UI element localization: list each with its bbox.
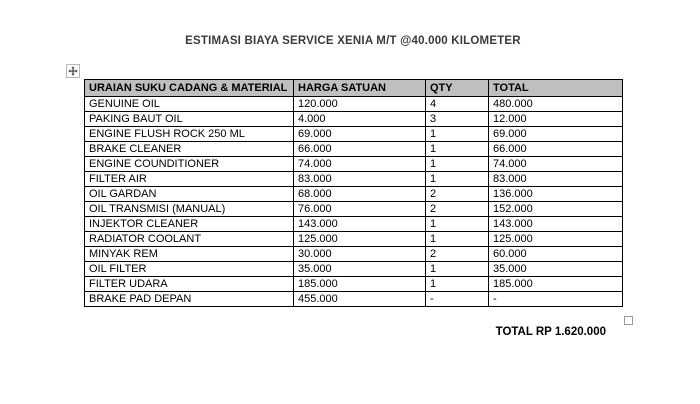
table-cell[interactable]: OIL FILTER xyxy=(85,262,294,277)
table-row xyxy=(85,172,623,187)
table-cell[interactable]: 69.000 xyxy=(294,127,426,142)
table-cell[interactable]: GENUINE OIL xyxy=(85,97,294,112)
table-cell[interactable]: 125.000 xyxy=(294,232,426,247)
table-cell[interactable]: 455.000 xyxy=(294,292,426,307)
column-header[interactable]: TOTAL xyxy=(489,80,623,97)
table-row xyxy=(85,262,623,277)
table-cell[interactable]: 143.000 xyxy=(489,217,623,232)
table-cell[interactable]: PAKING BAUT OIL xyxy=(85,112,294,127)
table-row xyxy=(85,247,623,262)
table-cell[interactable]: - xyxy=(489,292,623,307)
table-cell[interactable]: 1 xyxy=(426,172,489,187)
table-cell[interactable]: 30.000 xyxy=(294,247,426,262)
table-cell[interactable]: 152.000 xyxy=(489,202,623,217)
grand-total-text: TOTAL RP 1.620.000 xyxy=(495,326,606,338)
table-cell[interactable]: 1 xyxy=(426,277,489,292)
table-move-handle[interactable] xyxy=(66,64,80,78)
service-cost-table xyxy=(84,79,623,307)
table-cell[interactable]: 4 xyxy=(426,97,489,112)
column-header[interactable]: QTY xyxy=(426,80,489,97)
table-cell[interactable]: 35.000 xyxy=(489,262,623,277)
table-cell[interactable]: 136.000 xyxy=(489,187,623,202)
table-cell[interactable]: 35.000 xyxy=(294,262,426,277)
column-header[interactable]: URAIAN SUKU CADANG & MATERIAL xyxy=(85,80,294,97)
table-row xyxy=(85,292,623,307)
table-cell[interactable]: 66.000 xyxy=(294,142,426,157)
table-cell[interactable]: 1 xyxy=(426,127,489,142)
table-cell[interactable]: 185.000 xyxy=(294,277,426,292)
table-cell[interactable]: 76.000 xyxy=(294,202,426,217)
table-resize-handle[interactable] xyxy=(624,316,633,325)
page-title: ESTIMASI BIAYA SERVICE XENIA M/T @40.000 KILOMETER xyxy=(185,35,521,47)
table-cell[interactable]: ENGINE COUNDITIONER xyxy=(85,157,294,172)
table-row xyxy=(85,277,623,292)
table-row xyxy=(85,217,623,232)
table-row xyxy=(85,232,623,247)
table-row xyxy=(85,127,623,142)
table-cell[interactable]: 4.000 xyxy=(294,112,426,127)
table-cell[interactable]: MINYAK REM xyxy=(85,247,294,262)
table-header-row xyxy=(85,80,623,97)
table-cell[interactable]: RADIATOR COOLANT xyxy=(85,232,294,247)
table-cell[interactable]: 60.000 xyxy=(489,247,623,262)
table-cell[interactable]: 125.000 xyxy=(489,232,623,247)
column-header[interactable]: HARGA SATUAN xyxy=(294,80,426,97)
table-body xyxy=(85,97,623,307)
table-cell[interactable]: 1 xyxy=(426,217,489,232)
table-cell[interactable]: 12.000 xyxy=(489,112,623,127)
table-cell[interactable]: 66.000 xyxy=(489,142,623,157)
table-move-handle-icon xyxy=(68,66,78,76)
table-cell[interactable]: 185.000 xyxy=(489,277,623,292)
table-cell[interactable]: 1 xyxy=(426,262,489,277)
table-cell[interactable]: 83.000 xyxy=(294,172,426,187)
table-cell[interactable]: 83.000 xyxy=(489,172,623,187)
table-cell[interactable]: FILTER AIR xyxy=(85,172,294,187)
table-cell[interactable]: 1 xyxy=(426,142,489,157)
table-row xyxy=(85,142,623,157)
table-cell[interactable]: ENGINE FLUSH ROCK 250 ML xyxy=(85,127,294,142)
table-cell[interactable]: - xyxy=(426,292,489,307)
table-cell[interactable]: 68.000 xyxy=(294,187,426,202)
table-cell[interactable]: 480.000 xyxy=(489,97,623,112)
table-cell[interactable]: FILTER UDARA xyxy=(85,277,294,292)
table-row xyxy=(85,112,623,127)
table-cell[interactable]: 74.000 xyxy=(489,157,623,172)
table-cell[interactable]: BRAKE PAD DEPAN xyxy=(85,292,294,307)
table-row xyxy=(85,202,623,217)
table-cell[interactable]: OIL GARDAN xyxy=(85,187,294,202)
table-row xyxy=(85,97,623,112)
table-cell[interactable]: BRAKE CLEANER xyxy=(85,142,294,157)
table-cell[interactable]: 1 xyxy=(426,232,489,247)
table-row xyxy=(85,157,623,172)
table-cell[interactable]: INJEKTOR CLEANER xyxy=(85,217,294,232)
table-cell[interactable]: OIL TRANSMISI (MANUAL) xyxy=(85,202,294,217)
table-cell[interactable]: 69.000 xyxy=(489,127,623,142)
table-cell[interactable]: 2 xyxy=(426,247,489,262)
table-cell[interactable]: 2 xyxy=(426,187,489,202)
table-cell[interactable]: 3 xyxy=(426,112,489,127)
table-cell[interactable]: 143.000 xyxy=(294,217,426,232)
table-row xyxy=(85,187,623,202)
table-cell[interactable]: 2 xyxy=(426,202,489,217)
table-cell[interactable]: 1 xyxy=(426,157,489,172)
table-cell[interactable]: 120.000 xyxy=(294,97,426,112)
table-cell[interactable]: 74.000 xyxy=(294,157,426,172)
